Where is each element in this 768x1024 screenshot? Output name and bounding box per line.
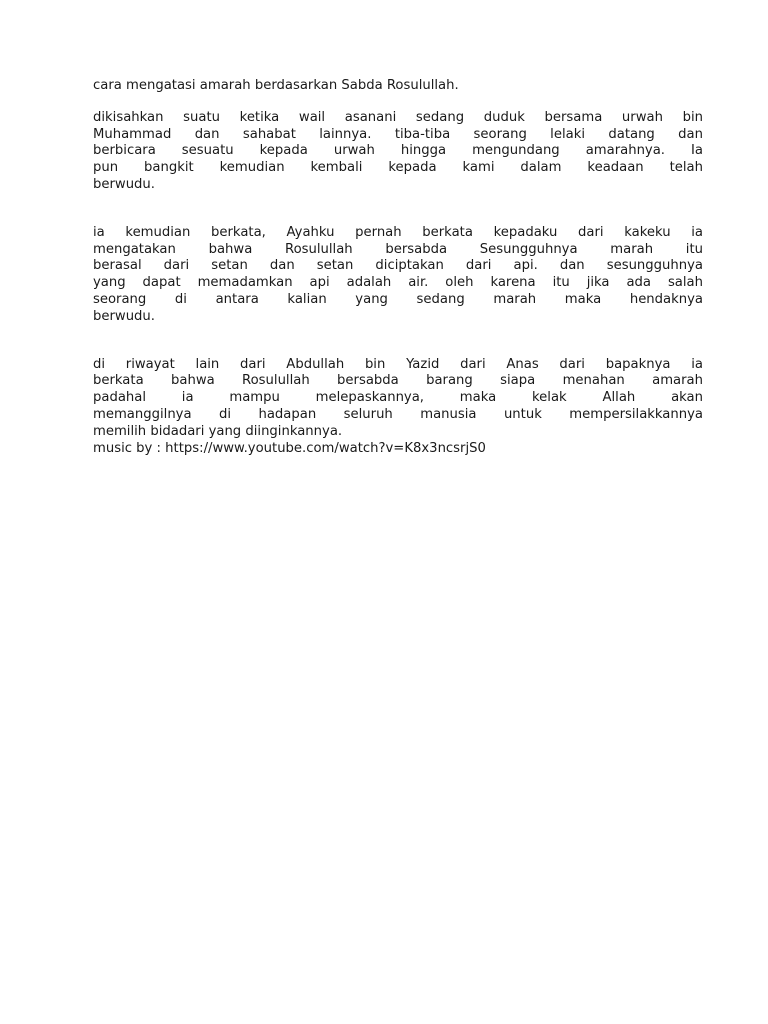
document-page	[93, 78, 703, 457]
paragraph-line: berwudu.	[93, 308, 155, 324]
paragraph-line: memanggilnya di hadapan seluruh manusia untuk mempersilakkannya	[93, 406, 703, 422]
paragraph-line: Muhammad dan sahabat lainnya. tiba-tiba seorang lelaki datang dan	[93, 126, 703, 142]
music-credit-line: music by : https://www.youtube.com/watch?v=K8x3ncsrjS0	[93, 440, 486, 456]
paragraph-line: seorang di antara kalian yang sedang marah maka hendaknya	[93, 291, 703, 307]
paragraph-line: ia kemudian berkata, Ayahku pernah berkata kepadaku dari kakeku ia	[93, 224, 703, 240]
paragraph-line: berasal dari setan dan setan diciptakan dari api. dan sesungguhnya	[93, 258, 703, 274]
paragraph-line: memilih bidadari yang diinginkannya.	[93, 423, 343, 439]
paragraph-line: yang dapat memadamkan api adalah air. oleh karena itu jika ada salah	[93, 275, 703, 291]
document-title: cara mengatasi amarah berdasarkan Sabda Rosulullah.	[93, 78, 459, 93]
paragraph-line: mengatakan bahwa Rosulullah bersabda Sesungguhnya marah itu	[93, 241, 703, 257]
paragraph-2	[93, 225, 703, 326]
paragraph-line: berbicara sesuatu kepada urwah hingga mengundang amarahnya. Ia	[93, 143, 703, 159]
paragraph-line: padahal ia mampu melepaskannya, maka kelak Allah akan	[93, 390, 703, 406]
paragraph-line: dikisahkan suatu ketika wail asanani sedang duduk bersama urwah bin	[93, 109, 703, 125]
paragraph-line: berwudu.	[93, 176, 155, 192]
paragraph-3	[93, 357, 703, 458]
paragraph-1	[93, 110, 703, 194]
paragraph-line: di riwayat lain dari Abdullah bin Yazid dari Anas dari bapaknya ia	[93, 356, 703, 372]
paragraph-line: pun bangkit kemudian kembali kepada kami dalam keadaan telah	[93, 160, 703, 176]
paragraph-line: berkata bahwa Rosulullah bersabda barang siapa menahan amarah	[93, 373, 703, 389]
